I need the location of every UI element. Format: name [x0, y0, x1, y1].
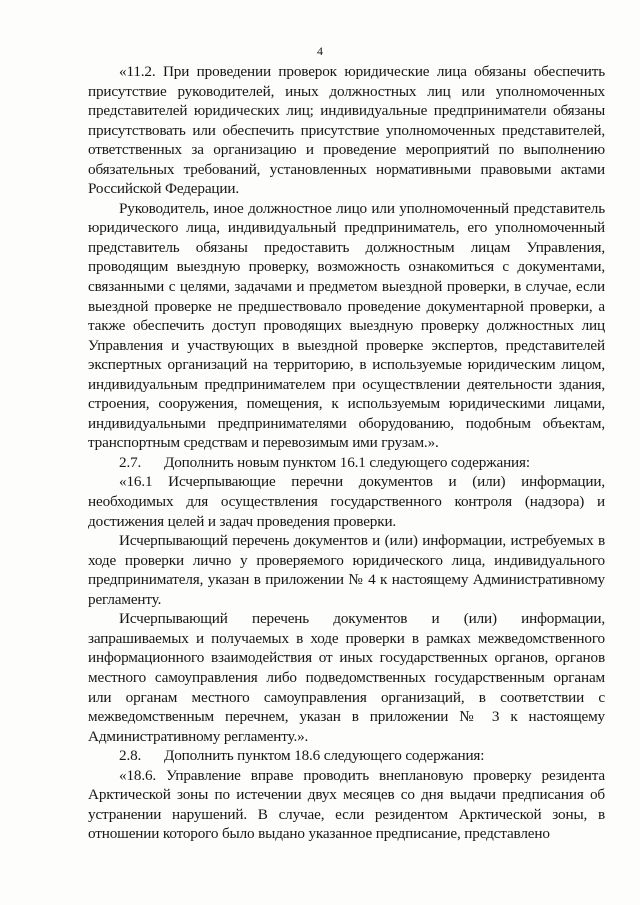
paragraph-18-6: «18.6. Управление вправе проводить внеплановую проверку резидента Арктической зоны по истечении двух месяцев со дня выдачи предписания об устранении нарушений. В случае, если резидентом Арктической зоны, в отношении которого было выдано указанное предписание, представлено [88, 766, 605, 843]
paragraph-16-1: «16.1 Исчерпывающие перечни документов и (или) информации, необходимых для осуществления государственного контроля (надзора) и достижения целей и задач проведения проверки. [88, 473, 605, 530]
paragraph-representative-duties: Руководитель, иное должностное лицо или уполномоченный представитель юридического лица, индивидуальный предприниматель, его уполномоченный представитель обязаны предоставить должностным лицам Управления, проводящим выездную проверку, возможность ознакомиться с документами, связанными с целями, задачами и предметом выездной проверки, в случае, если выездной проверке не предшествовало проведение документарной проверки, а также обеспечить доступ проводящих выездную проверку должностных лиц Управления и участвующих в выездной проверке экспертов, представителей экспертных организаций на территорию, в используемые юридическим лицом, индивидуальным предпринимателем при осуществлении деятельности здания, строения, сооружения, помещения, к используемым юридическими лицами, индивидуальными предпринимателями оборудованию, подобным объектам, транспортным средствам и перевозимым ими грузам.». [88, 199, 605, 452]
point-text: Дополнить новым пунктом 16.1 следующего содержания: [164, 453, 530, 471]
page-number: 4 [317, 44, 323, 58]
point-number: 2.8. [119, 747, 142, 765]
point-number: 2.7. [119, 453, 142, 471]
point-text: Дополнить пунктом 18.6 следующего содержания: [164, 747, 485, 765]
paragraph-11-2: «11.2. При проведении проверок юридические лица обязаны обеспечить присутствие руководителей, иных должностных лиц или уполномоченных представителей юридических лиц; индивидуальные предприниматели обязаны присутствовать или обеспечить присутствие уполномоченных представителей, ответственных за организацию и проведение мероприятий по выполнению обязательных требований, установленных нормативными правовыми актами Российской Федерации. [88, 63, 605, 198]
point-2-7 [88, 453, 605, 473]
paragraph-documents-interagency: Исчерпывающий перечень документов и (или) информации, запрашиваемых и получаемых в ходе проверки в рамках межведомственного информационного взаимодействия от иных государственных органов, органов местного самоуправления либо подведомственных государственным органам или органам местного самоуправления организаций, в соответствии с межведомственным перечнем, указан в приложении № 3 к настоящему Административному регламенту.». [88, 610, 605, 745]
document-body [88, 62, 605, 844]
paragraph-documents-requested-personally: Исчерпывающий перечень документов и (или) информации, истребуемых в ходе проверки лично у проверяемого юридического лица, индивидуального предпринимателя, указан в приложении № 4 к настоящему Административному регламенту. [88, 532, 605, 608]
point-2-8 [88, 746, 605, 766]
